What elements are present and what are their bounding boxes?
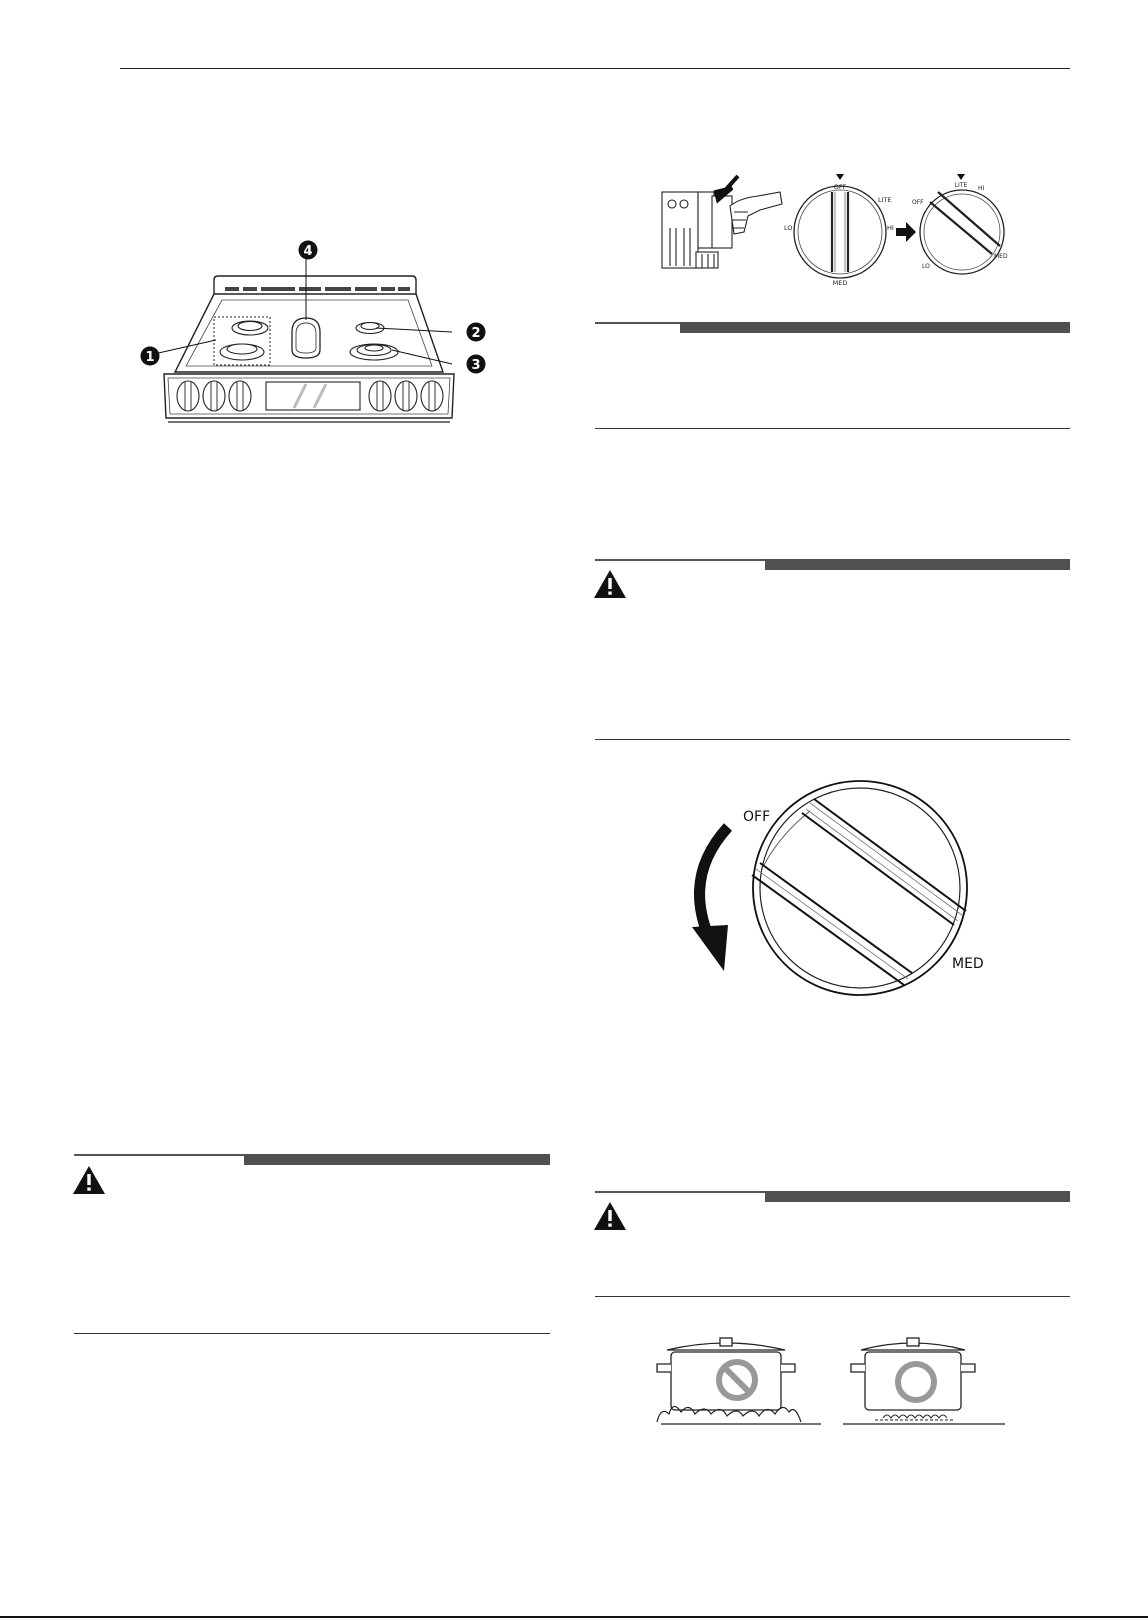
knob-ignition-illustration bbox=[660, 168, 1010, 288]
warning-band bbox=[765, 1191, 1070, 1202]
warning-rule bbox=[595, 559, 765, 561]
svg-text:LITE: LITE bbox=[954, 182, 968, 189]
callout-1 bbox=[141, 347, 160, 366]
warning-end-rule bbox=[595, 1296, 1070, 1297]
warning-icon bbox=[593, 1200, 627, 1232]
svg-text:OFF: OFF bbox=[833, 183, 847, 191]
svg-text:MED: MED bbox=[952, 956, 984, 972]
svg-text:3: 3 bbox=[471, 358, 481, 373]
callout-3 bbox=[467, 355, 486, 374]
warning-end-rule bbox=[74, 1333, 550, 1334]
svg-text:MED: MED bbox=[994, 253, 1008, 260]
callout-2 bbox=[467, 323, 486, 342]
warning-icon bbox=[593, 568, 627, 600]
svg-text:HI: HI bbox=[978, 185, 985, 192]
knob-turn-illustration bbox=[680, 775, 1000, 1000]
warning-icon bbox=[72, 1164, 106, 1196]
pot-flame-illustration bbox=[655, 1332, 1011, 1430]
warning-rule bbox=[74, 1154, 244, 1156]
callout-4 bbox=[299, 241, 318, 260]
svg-text:HI: HI bbox=[887, 224, 894, 232]
svg-text:LITE: LITE bbox=[878, 196, 892, 204]
header-rule bbox=[120, 68, 1070, 69]
warning-band bbox=[765, 559, 1070, 570]
section-rule bbox=[595, 428, 1070, 429]
cooktop-illustration bbox=[130, 232, 500, 437]
svg-text:OFF: OFF bbox=[912, 199, 924, 206]
svg-text:LO: LO bbox=[922, 263, 930, 270]
warning-rule bbox=[595, 1191, 765, 1193]
pot-icon bbox=[657, 1338, 795, 1410]
svg-text:OFF: OFF bbox=[743, 809, 771, 825]
svg-text:LO: LO bbox=[784, 224, 793, 232]
warning-band bbox=[244, 1154, 550, 1165]
warning-end-rule bbox=[595, 739, 1070, 740]
svg-text:2: 2 bbox=[471, 326, 481, 341]
section-rule bbox=[595, 322, 680, 324]
footer-rule bbox=[0, 1616, 1148, 1618]
svg-text:4: 4 bbox=[303, 244, 313, 259]
section-band bbox=[680, 322, 1070, 333]
svg-text:MED: MED bbox=[832, 279, 848, 287]
svg-text:1: 1 bbox=[145, 350, 155, 365]
